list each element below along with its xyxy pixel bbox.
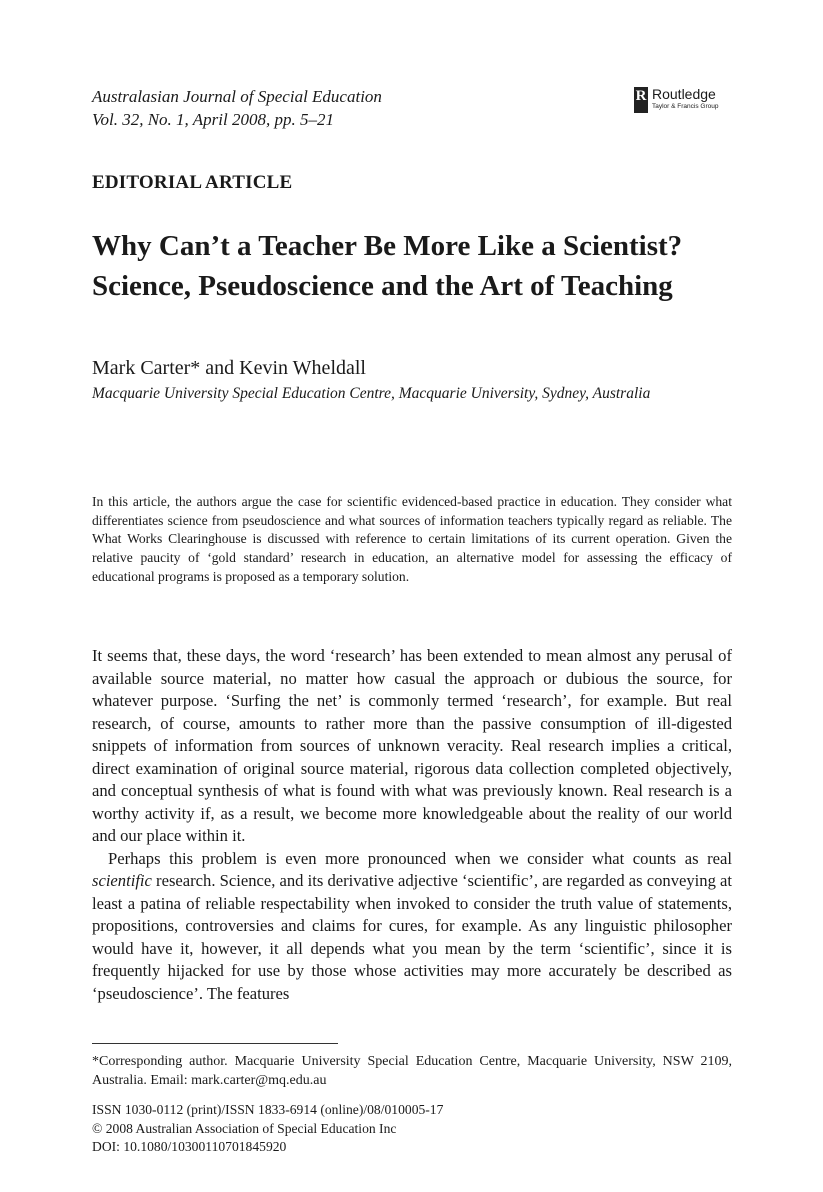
article-authors: Mark Carter* and Kevin Wheldall bbox=[92, 357, 366, 379]
article-type: EDITORIAL ARTICLE bbox=[92, 172, 293, 193]
author-affiliation: Macquarie University Special Education Centre, Macquarie University, Sydney, Australia bbox=[92, 385, 651, 402]
copyright-block bbox=[92, 1101, 443, 1157]
journal-header bbox=[92, 85, 382, 131]
publisher-name: Routledge bbox=[652, 86, 716, 102]
article-title: Why Can’t a Teacher Be More Like a Scientist? Science, Pseudoscience and the Art of Teaching bbox=[92, 230, 683, 302]
article-body bbox=[92, 645, 732, 1005]
routledge-logo-icon: R bbox=[634, 87, 648, 113]
abstract: In this article, the authors argue the case for scientific evidenced-based practice in education. They consider what differentiates science from pseudoscience and what sources of information teachers typically regard as reliable. The What Works Clearinghouse is discussed with reference to certain limitations of its current operation. Given the relative paucity of ‘gold standard’ research in education, an alternative model for assessing the efficacy of educational programs is proposed as a temporary solution. bbox=[92, 494, 732, 584]
journal-citation: Vol. 32, No. 1, April 2008, pp. 5–21 bbox=[92, 110, 334, 129]
issn-line: ISSN 1030-0112 (print)/ISSN 1833-6914 (online)/08/010005-17 bbox=[92, 1102, 444, 1117]
paragraph-text: research. Science, and its derivative adjective ‘scientific’, are regarded as conveying at least a patina of reliable respectability when invoked to consider the truth value of statements, propositions, controversies and claims for cures, for example. As any linguistic philosopher would have it, however, it all depends what you mean by the term ‘scientific’, since it is frequently hijacked for use by those whose activities may more accurately be described as ‘pseudoscience’. The features bbox=[92, 871, 732, 1003]
publisher-group: Taylor & Francis Group bbox=[652, 103, 719, 110]
corresponding-author-footnote: *Corresponding author. Macquarie University Special Education Centre, Macquarie University, NSW 2109, Australia. Email: mark.carter@mq.edu.au bbox=[92, 1054, 732, 1088]
footnote-divider bbox=[92, 1043, 338, 1044]
publisher-logo bbox=[634, 87, 718, 113]
paragraph-text: Perhaps this problem is even more pronounced when we consider what counts as real bbox=[108, 848, 732, 868]
publisher-text bbox=[652, 87, 718, 111]
body-paragraph: It seems that, these days, the word ‘research’ has been extended to mean almost any perusal of available source material, no matter how casual the approach or dubious the source, for whatever purpose. ‘Surfing the net’ is commonly termed ‘research’, for example. But real research, of course, amounts to rather more than the passive consumption of ill-digested snippets of information from sources of unknown veracity. Real research implies a critical, direct examination of original source material, rigorous data collection completed objectively, and conceptual synthesis of what is found with what was previously known. Real research is a worthy activity if, as a result, we become more knowledgeable about the reality of our world and our place within it. bbox=[92, 646, 732, 845]
copyright-notice: © 2008 Australian Association of Special Education Inc bbox=[92, 1120, 397, 1136]
doi-line: DOI: 10.1080/10300110701845920 bbox=[92, 1139, 287, 1154]
journal-name: Australasian Journal of Special Education bbox=[92, 87, 382, 106]
emphasis-text: scientific bbox=[92, 871, 152, 890]
body-paragraph bbox=[92, 848, 732, 1006]
